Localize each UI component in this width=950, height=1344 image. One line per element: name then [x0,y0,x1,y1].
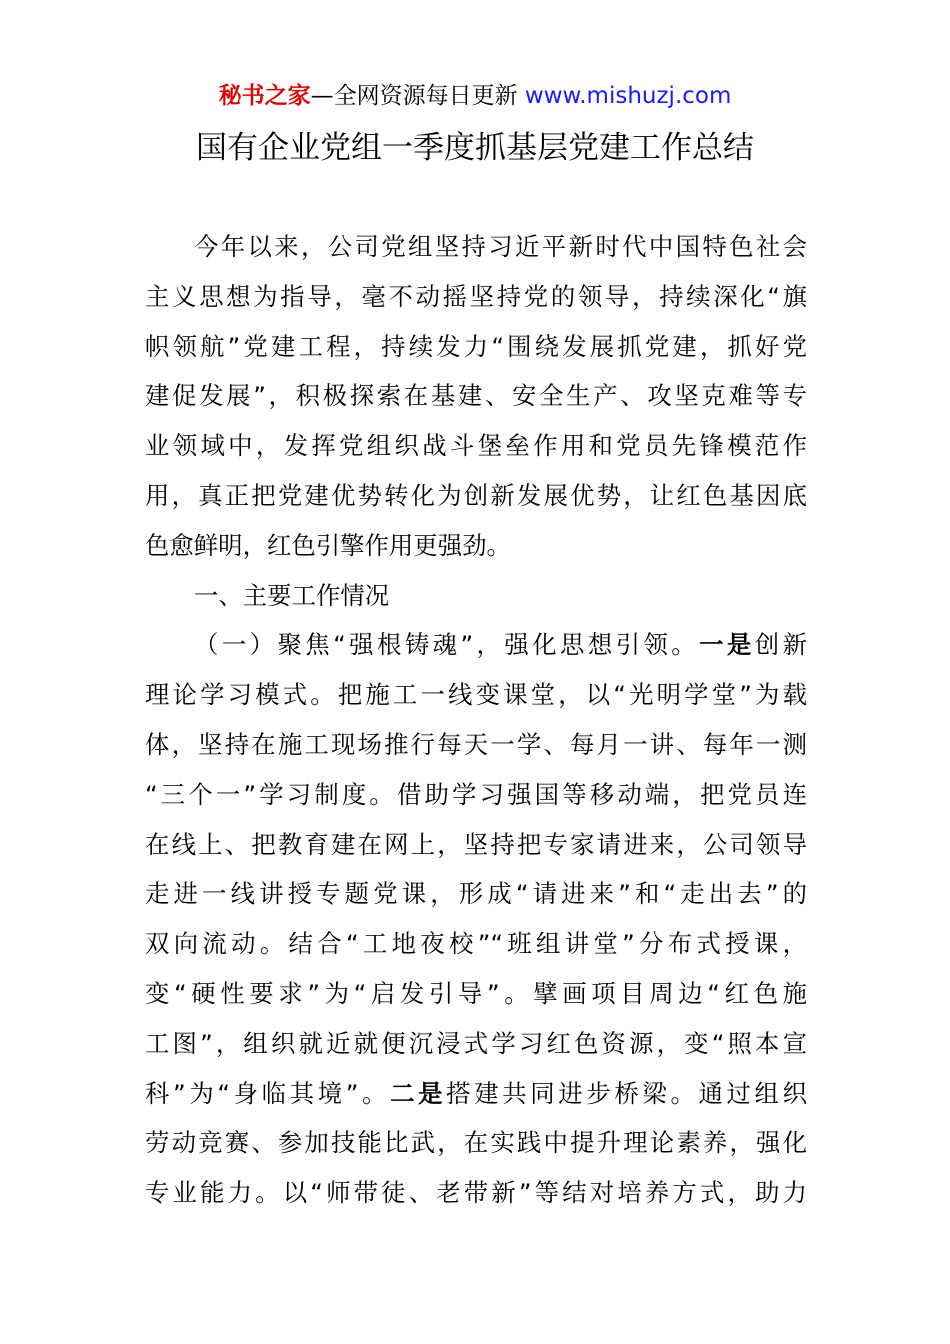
document-title: 国有企业党组一季度抓基层党建工作总结 [196,130,754,166]
section-heading: 一、主要工作情况 [194,580,390,610]
paragraph-line: 专业能力。以“师带徒、老带新”等结对培养方式，助力 [145,1178,807,1208]
paragraph-line: 主义思想为指导，毫不动摇坚持党的领导，持续深化“旗 [145,281,807,311]
site-header [0,80,950,112]
paragraph-line: 用，真正把党建优势转化为创新发展优势，让红色基因底 [145,480,807,510]
subsection-heading: （一）聚焦“强根铸魂”，强化思想引领。 [194,630,700,660]
paragraph-line: 色愈鲜明，红色引擎作用更强劲。 [145,530,511,560]
paragraph-line: 走进一线讲授专题党课，形成“请进来”和“走出去”的 [145,879,807,909]
paragraph-line: 劳动竞赛、参加技能比武，在实践中提升理论素养，强化 [145,1128,807,1158]
brand-name: 秘书之家 [218,83,311,109]
paragraph-fragment: 科”为“身临其境”。 [145,1078,391,1108]
subsection-line [145,620,807,670]
paragraph-line: 变“硬性要求”为“启发引导”。擘画项目周边“红色施 [145,978,807,1008]
header-tagline: —全网资源每日更新 [310,83,525,109]
paragraph-line: 在线上、把教育建在网上，坚持把专家请进来，公司领导 [145,829,807,859]
point-two-marker: 二是 [390,1078,447,1108]
paragraph-fragment: 搭建共同进步桥梁。通过组织 [446,1078,807,1108]
paragraph-line [145,1069,807,1119]
point-one-marker: 一是 [699,630,755,660]
document-body [145,222,807,1218]
paragraph-line: “三个一”学习制度。借助学习强国等移动端，把党员连 [145,779,807,809]
paragraph-line: 工图”，组织就近就便沉浸式学习红色资源，变“照本宣 [145,1028,807,1058]
paragraph-fragment: 创新 [754,630,807,660]
site-url-link[interactable]: www.mishuzj.com [524,83,732,109]
paragraph-line: 体，坚持在施工现场推行每天一学、每月一讲、每年一测 [145,729,807,759]
paragraph-line: 帜领航”党建工程，持续发力“围绕发展抓党建，抓好党 [145,331,807,361]
paragraph-line: 双向流动。结合“工地夜校”“班组讲堂”分布式授课， [145,929,807,959]
paragraph-line: 业领域中，发挥党组织战斗堡垒作用和党员先锋模范作 [145,431,807,461]
paragraph-line: 理论学习模式。把施工一线变课堂，以“光明学堂”为载 [145,680,807,710]
paragraph-line: 今年以来，公司党组坚持习近平新时代中国特色社会 [194,232,807,261]
paragraph-line: 建促发展”，积极探索在基建、安全生产、攻坚克难等专 [145,381,807,411]
